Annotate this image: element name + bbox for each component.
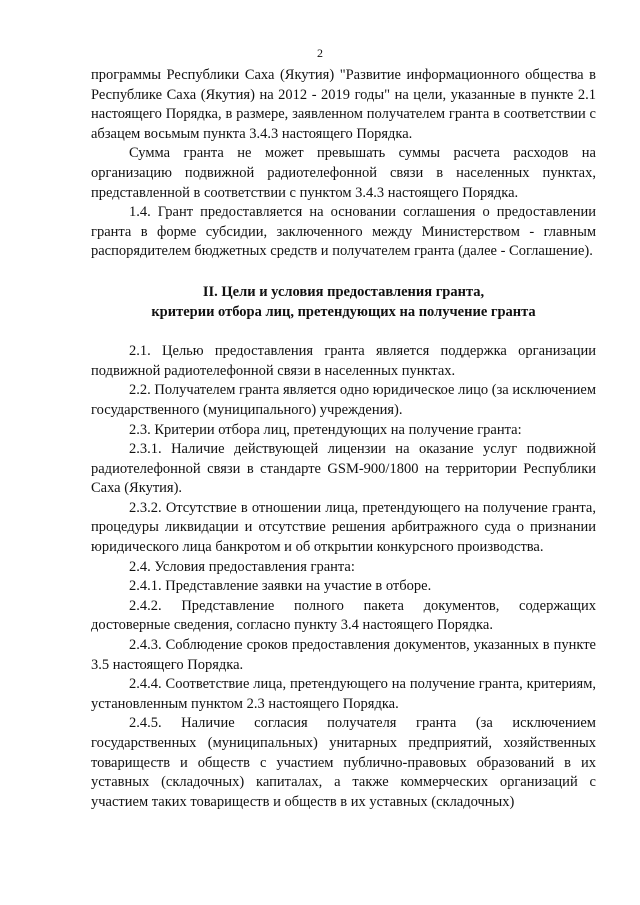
paragraph-2-3-1: 2.3.1. Наличие действующей лицензии на оказание услуг подвижной радиотелефонной связи в стандарте GSM-900/1800 на территории Республики Саха (Якутия). bbox=[91, 441, 596, 497]
section-heading-line-2: критерии отбора лиц, претендующих на получение гранта bbox=[151, 303, 536, 320]
paragraph-2-4-2: 2.4.2. Представление полного пакета документов, содержащих достоверные сведения, согласно пункту 3.4 настоящего Порядка. bbox=[91, 597, 596, 634]
paragraph-2-3-2: 2.3.2. Отсутствие в отношении лица, претендующего на получение гранта, процедуры ликвидации и отсутствие решения арбитражного суда о признании юридического лица банкротом и об открытии конкурсного производства. bbox=[91, 499, 596, 556]
paragraph-2-4-5: 2.4.5. Наличие согласия получателя гранта (за исключением государственных (муниципальных) унитарных предприятий, хозяйственных товариществ и обществ с участием публично-правовых образований в их уставных (складочных) капиталах, а также коммерческих организаций с участием таких товариществ и обществ в их уставных (складочных) bbox=[91, 715, 596, 810]
intro-paragraph-continuation: программы Республики Саха (Якутия) "Развитие информационного общества в Республике Саха (Якутия) на 2012 - 2019 годы" на цели, указанные в пункте 2.1 настоящего Порядка, в размере, заявленном получателем гранта в соответствии с абзацем восьмым пункта 3.4.3 настоящего Порядка. bbox=[91, 67, 596, 142]
paragraph-2-4-1: 2.4.1. Представление заявки на участие в отборе. bbox=[129, 578, 432, 595]
paragraph-2-4-3: 2.4.3. Соблюдение сроков предоставления документов, указанных в пункте 3.5 настоящего Порядка. bbox=[91, 637, 596, 673]
section-heading-line-1: II. Цели и условия предоставления гранта, bbox=[202, 283, 485, 300]
page-number: 2 bbox=[317, 46, 323, 60]
paragraph-2-4: 2.4. Условия предоставления гранта: bbox=[129, 558, 355, 575]
intro-paragraph-grant-amount: Сумма гранта не может превышать суммы расчета расходов на организацию подвижной радиотелефонной связи в населенных пунктах, представленной в соответствии с пунктом 3.4.3 настоящего Порядка. bbox=[91, 145, 596, 201]
paragraph-2-4-4: 2.4.4. Соответствие лица, претендующего на получение гранта, критериям, установленным пунктом 2.3 настоящего Порядка. bbox=[91, 676, 596, 712]
paragraph-2-2: 2.2. Получателем гранта является одно юридическое лицо (за исключением государственного (муниципального) учреждения). bbox=[91, 382, 596, 418]
intro-paragraph-1-4: 1.4. Грант предоставляется на основании соглашения о предоставлении гранта в форме субсидии, заключенного между Министерством - главным распорядителем бюджетных средств и получателем гранта (далее - Соглашение). bbox=[91, 204, 596, 260]
paragraph-2-1: 2.1. Целью предоставления гранта является поддержка организации подвижной радиотелефонной связи в населенных пунктах. bbox=[91, 343, 596, 379]
document-body bbox=[91, 66, 596, 812]
paragraph-2-3: 2.3. Критерии отбора лиц, претендующих на получение гранта: bbox=[129, 421, 522, 438]
section-heading bbox=[91, 283, 596, 322]
